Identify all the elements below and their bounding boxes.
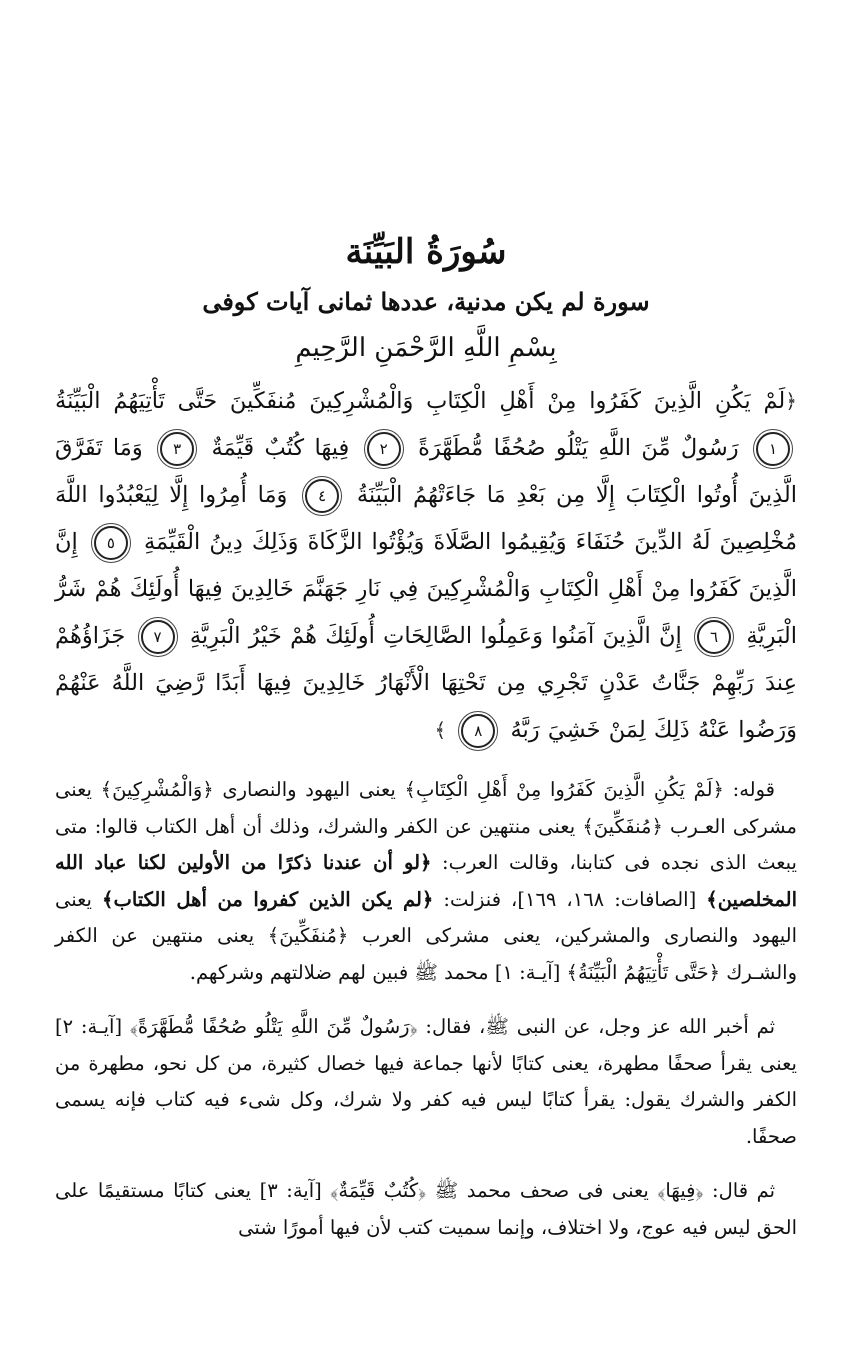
quran-quote: ﴿وَالْمُشْرِكِينَ﴾ bbox=[100, 778, 214, 801]
quran-quote: ﴿حَتَّى تَأْتِيَهُمُ الْبَيِّنَةُ﴾ bbox=[566, 960, 721, 984]
verse-close-ornament: ﴾ bbox=[434, 718, 447, 742]
commentary-text: يعنى فى صحف محمد ﷺ bbox=[426, 1179, 658, 1202]
verse-2: رَسُولٌ مِّنَ اللَّهِ يَتْلُو صُحُفًا مُّطَهَّرَةً bbox=[418, 435, 739, 461]
commentary-text: ثم أخبر الله عز وجل، عن النبى ﷺ، فقال: bbox=[417, 1015, 776, 1038]
commentary-paragraph-3 bbox=[55, 1173, 797, 1246]
commentary-text: يعنى اليهود والنصارى والمشركين، يعنى مشركى العرب bbox=[55, 887, 798, 947]
verse-4: وَمَا تَفَرَّقَ الَّذِينَ أُوتُوا الْكِتَابَ إِلَّا مِن بَعْدِ مَا جَاءَتْهُمُ الْبَيِّنَةُ bbox=[55, 435, 798, 508]
quran-verses bbox=[55, 378, 797, 754]
commentary-text: [الصافات: ١٦٨، ١٦٩]، فنزلت: bbox=[433, 887, 707, 911]
commentary-text: [آيـة: ٢] يعنى يقرأ صحفًا مطهرة، يعنى كتابًا لأنها جماعة فيها خصال كثيرة، من كل نحو، مطهرة من الكفر والشرك يقول: يقرأ كتابًا ليس فيه كفر ولا شرك، وكل شىء فيه كتاب فإنه يسمى صحفًا. bbox=[55, 1015, 797, 1148]
verse-3: فِيهَا كُتُبٌ قَيِّمَةٌ bbox=[211, 435, 350, 461]
surah-subtitle: سورة لم يكن مدنية، عددها ثمانى آيات كوفى bbox=[202, 287, 650, 316]
quran-quote: ﴿مُنفَكِّينَ﴾ bbox=[582, 814, 663, 838]
basmala: بِسْمِ اللَّهِ الرَّحْمَنِ الرَّحِيمِ bbox=[295, 333, 557, 363]
quran-quote: ﴿كُتُبٌ قَيِّمَةٌ﴾ bbox=[330, 1179, 427, 1202]
ayah-number-4: ٤ bbox=[305, 479, 339, 513]
commentary-text: [آية: ٣] يعنى كتابًا مستقيمًا على الحق ليس فيه عوج، ولا اختلاف، وإنما سميت كتب لأن فيها أمورًا شتى bbox=[55, 1179, 797, 1239]
verse-5: وَمَا أُمِرُوا إِلَّا لِيَعْبُدُوا اللَّهَ مُخْلِصِينَ لَهُ الدِّينَ حُنَفَاءَ وَيُقِيمُوا الصَّلَاةَ وَيُؤْتُوا الزَّكَاةَ وَذَلِكَ دِينُ الْقَيِّمَةِ bbox=[55, 482, 798, 555]
commentary-paragraph-2 bbox=[55, 1009, 797, 1155]
verse-1: لَمْ يَكُنِ الَّذِينَ كَفَرُوا مِنْ أَهْلِ الْكِتَابِ وَالْمُشْرِكِينَ مُنفَكِّينَ حَتَّى تَأْتِيَهُمُ الْبَيِّنَةُ bbox=[55, 388, 786, 414]
commentary-text: يعنى اليهود والنصارى bbox=[213, 778, 405, 801]
ayah-number-8: ٨ bbox=[461, 714, 495, 748]
verse-open-ornament: ﴿ bbox=[785, 389, 797, 413]
quran-quote: ﴿رَسُولٌ مِّنَ اللَّهِ يَتْلُو صُحُفًا مُّطَهَّرَةً﴾ bbox=[129, 1015, 418, 1038]
commentary-text: يعنى منتهين عن الكفر والشرك، وذلك أن أهل الكتاب قالوا: متى يبعث الذى نجده فى كتابنا، وقالت العرب: bbox=[55, 814, 797, 874]
surah-title: سُورَةُ البَيِّنَة bbox=[345, 232, 507, 272]
quran-quote-bold: ﴿لم يكن الذين كفروا من أهل الكتاب﴾ bbox=[102, 887, 434, 911]
ayah-number-3: ٣ bbox=[160, 432, 194, 466]
ayah-number-5: ٥ bbox=[94, 526, 128, 560]
quran-quote: ﴿مُنفَكِّينَ﴾ bbox=[267, 924, 349, 947]
ayah-number-1: ١ bbox=[756, 432, 790, 466]
verse-6: إِنَّ الَّذِينَ كَفَرُوا مِنْ أَهْلِ الْكِتَابِ وَالْمُشْرِكِينَ فِي نَارِ جَهَنَّمَ خَالِدِينَ فِيهَا أُولَئِكَ هُمْ شَرُّ الْبَرِيَّةِ bbox=[55, 529, 797, 649]
ayah-number-2: ٢ bbox=[367, 432, 401, 466]
ayah-number-6: ٦ bbox=[697, 620, 731, 654]
commentary-paragraph-1 bbox=[55, 772, 797, 991]
verse-8: جَزَاؤُهُمْ عِندَ رَبِّهِمْ جَنَّاتُ عَدْنٍ تَجْرِي مِن تَحْتِهَا الْأَنْهَارُ خَالِدِينَ فِيهَا أَبَدًا رَّضِيَ اللَّهُ عَنْهُمْ وَرَضُوا عَنْهُ ذَلِكَ لِمَنْ خَشِيَ رَبَّهُ bbox=[55, 623, 797, 743]
commentary-text: [آيـة: ١] محمد ﷺ فبين لهم ضلالتهم وشركهم. bbox=[189, 960, 567, 984]
quran-quote-bold: ﴿لو أن عندنا ذكرًا من الأولين لكنا عباد الله المخلصين﴾ bbox=[55, 851, 798, 911]
verse-7: إِنَّ الَّذِينَ آمَنُوا وَعَمِلُوا الصَّالِحَاتِ أُولَئِكَ هُمْ خَيْرُ الْبَرِيَّةِ bbox=[189, 623, 682, 649]
quran-quote: ﴿لَمْ يَكُنِ الَّذِينَ كَفَرُوا مِنْ أَهْلِ الْكِتَابِ﴾ bbox=[404, 778, 724, 801]
commentary-text: ثم قال: bbox=[703, 1179, 775, 1202]
quran-quote: ﴿فِيهَا﴾ bbox=[657, 1179, 704, 1202]
commentary-text: يعنى منتهين عن الكفر والشـرك bbox=[55, 924, 797, 984]
commentary-text: يعنى مشركى العـرب bbox=[55, 778, 797, 838]
ayah-number-7: ٧ bbox=[141, 620, 175, 654]
commentary-text: قوله: bbox=[723, 778, 775, 801]
